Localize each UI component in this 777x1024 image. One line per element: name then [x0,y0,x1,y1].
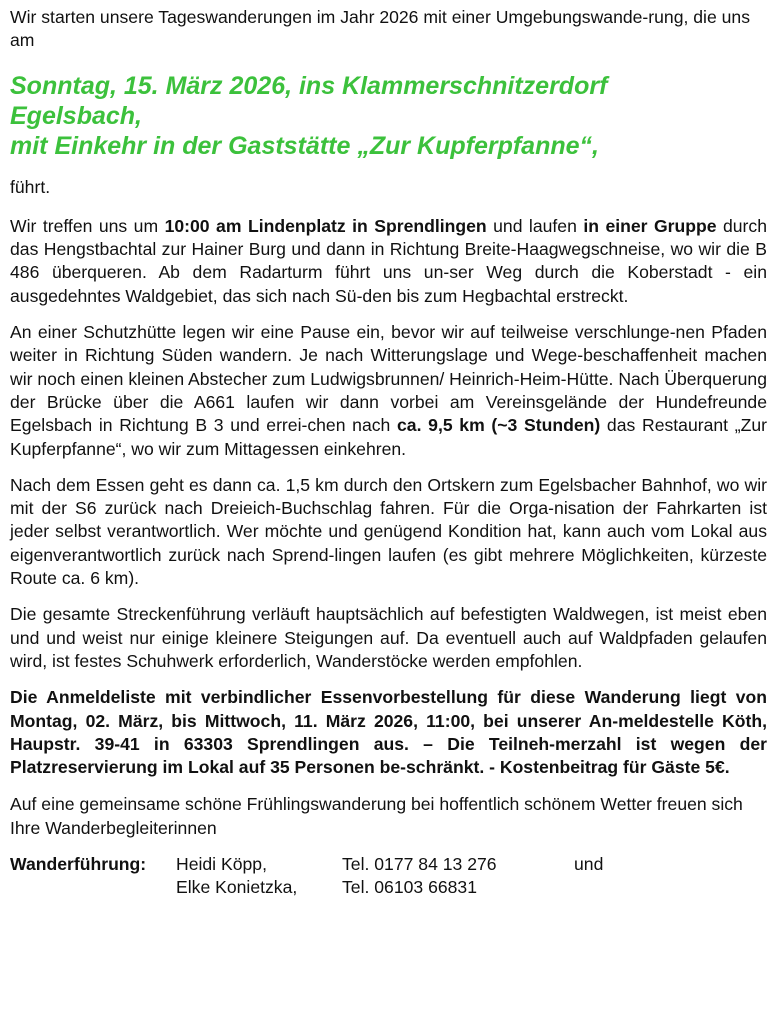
distance-duration: ca. 9,5 km (~3 Stunden) [397,415,601,436]
text-run: An einer Schutzhütte legen wir eine Pause ein, bevor wir auf teilweise verschlunge-nen Pfaden weiter in Richtung Süden wandern. Je nach Witterungslage und Wege-beschaffenheit machen wir noch einen kleinen Abstecher zum Ludwigsbrunnen/ Heinrich-Heim-Hütte. Nach Überquerung der Brücke über die A661 laufen wir dann vorbei am Vereinsgelände der Hundefreunde Egelsbach in Richtung B 3 und errei-chen nach [10,322,767,436]
headline-line: mit Einkehr in der Gaststätte „Zur Kupferpfanne“, [10,131,599,160]
headline-line: Egelsbach, [10,101,142,130]
text-run: durch das Hengstbachtal zur Hainer Burg und dann in Richtung Breite-Haagwegschneise, wo wir die B 486 überqueren. Ab dem Radarturm führt uns un-ser Weg durch die Koberstadt - ein ausgedehntes Waldgebiet, das sich nach Sü-den bis zum Hegbachtal erstreckt. [10,215,767,306]
guide-row [10,876,603,899]
guide-conjunction: und [574,854,604,875]
guide-row [10,853,603,876]
registration-paragraph [10,686,767,779]
return-paragraph: Nach dem Essen geht es dann ca. 1,5 km durch den Ortskern zum Egelsbacher Bahnhof, wo wir mit der S6 zurück nach Dreieich-Buchschlag fahren. Für die Orga-nisation der Fahrkarten ist jeder selbst verantwortlich. Wer möchte und genügend Kondition hat, kann auch vom Lokal aus eigenverantwortlich zurück nach Sprend-lingen laufen (es gibt mehrere Möglichkeiten, kürzeste Route ca. 6 km). [10,474,767,589]
text-run: Wir treffen uns um [10,215,165,236]
guide-name: Elke Konietzka, [176,877,298,898]
text-run: das Restaurant „Zur Kupferpfanne“, wo wir zum Mittagessen einkehren. [10,415,767,459]
guide-name: Heidi Köpp, [176,854,267,875]
intro-text: Wir starten unsere Tageswanderungen im Jahr 2026 mit einer Umgebungswande-rung, die uns am [10,7,751,51]
guide-conjunction [574,876,603,899]
route-paragraph [10,321,767,461]
guides-label: Wanderführung: [10,854,147,875]
guide-phone: Tel. 06103 66831 [342,877,478,898]
closing-text: Auf eine gemeinsame schöne Frühlingswanderung bei hoffentlich schönem Wetter freuen sich Ihre Wanderbegleiterinnen [10,794,743,838]
guides-label-spacer [10,876,176,899]
meeting-time-place: 10:00 am Lindenplatz in Sprendlingen [164,215,487,236]
meeting-paragraph [10,215,767,308]
registration-text: Die Anmeldeliste mit verbindlicher Essenvorbestellung für diese Wanderung liegt von Montag, 02. März, bis Mittwoch, 11. März 2026, 11:00, bei unserer An-meldestelle Köth, Haupstr. 39-41 in 63303 Sprendlingen aus. – Die Teilneh-merzahl ist wegen der Platzreservierung im Lokal auf 35 Personen be-schränkt. - Kostenbeitrag für Gäste 5€. [10,687,767,778]
event-headline [10,71,767,161]
terrain-paragraph: Die gesamte Streckenführung verläuft hauptsächlich auf befestigten Waldwegen, ist meist eben und und weist nur einige kleinere Steigungen auf. Da eventuell auch auf Waldpfaden gelaufen wird, ist festes Schuhwerk erforderlich, Wanderstöcke werden empfohlen. [10,604,767,671]
group-emphasis: in einer Gruppe [583,215,717,236]
guides-table [10,853,603,900]
headline-line: Sonntag, 15. März 2026, ins Klammerschnitzerdorf [10,71,608,100]
text-run: und laufen [486,215,584,236]
fuehrt-text: führt. [10,176,51,197]
guide-phone: Tel. 0177 84 13 276 [342,854,497,875]
hike-guides [10,853,767,900]
